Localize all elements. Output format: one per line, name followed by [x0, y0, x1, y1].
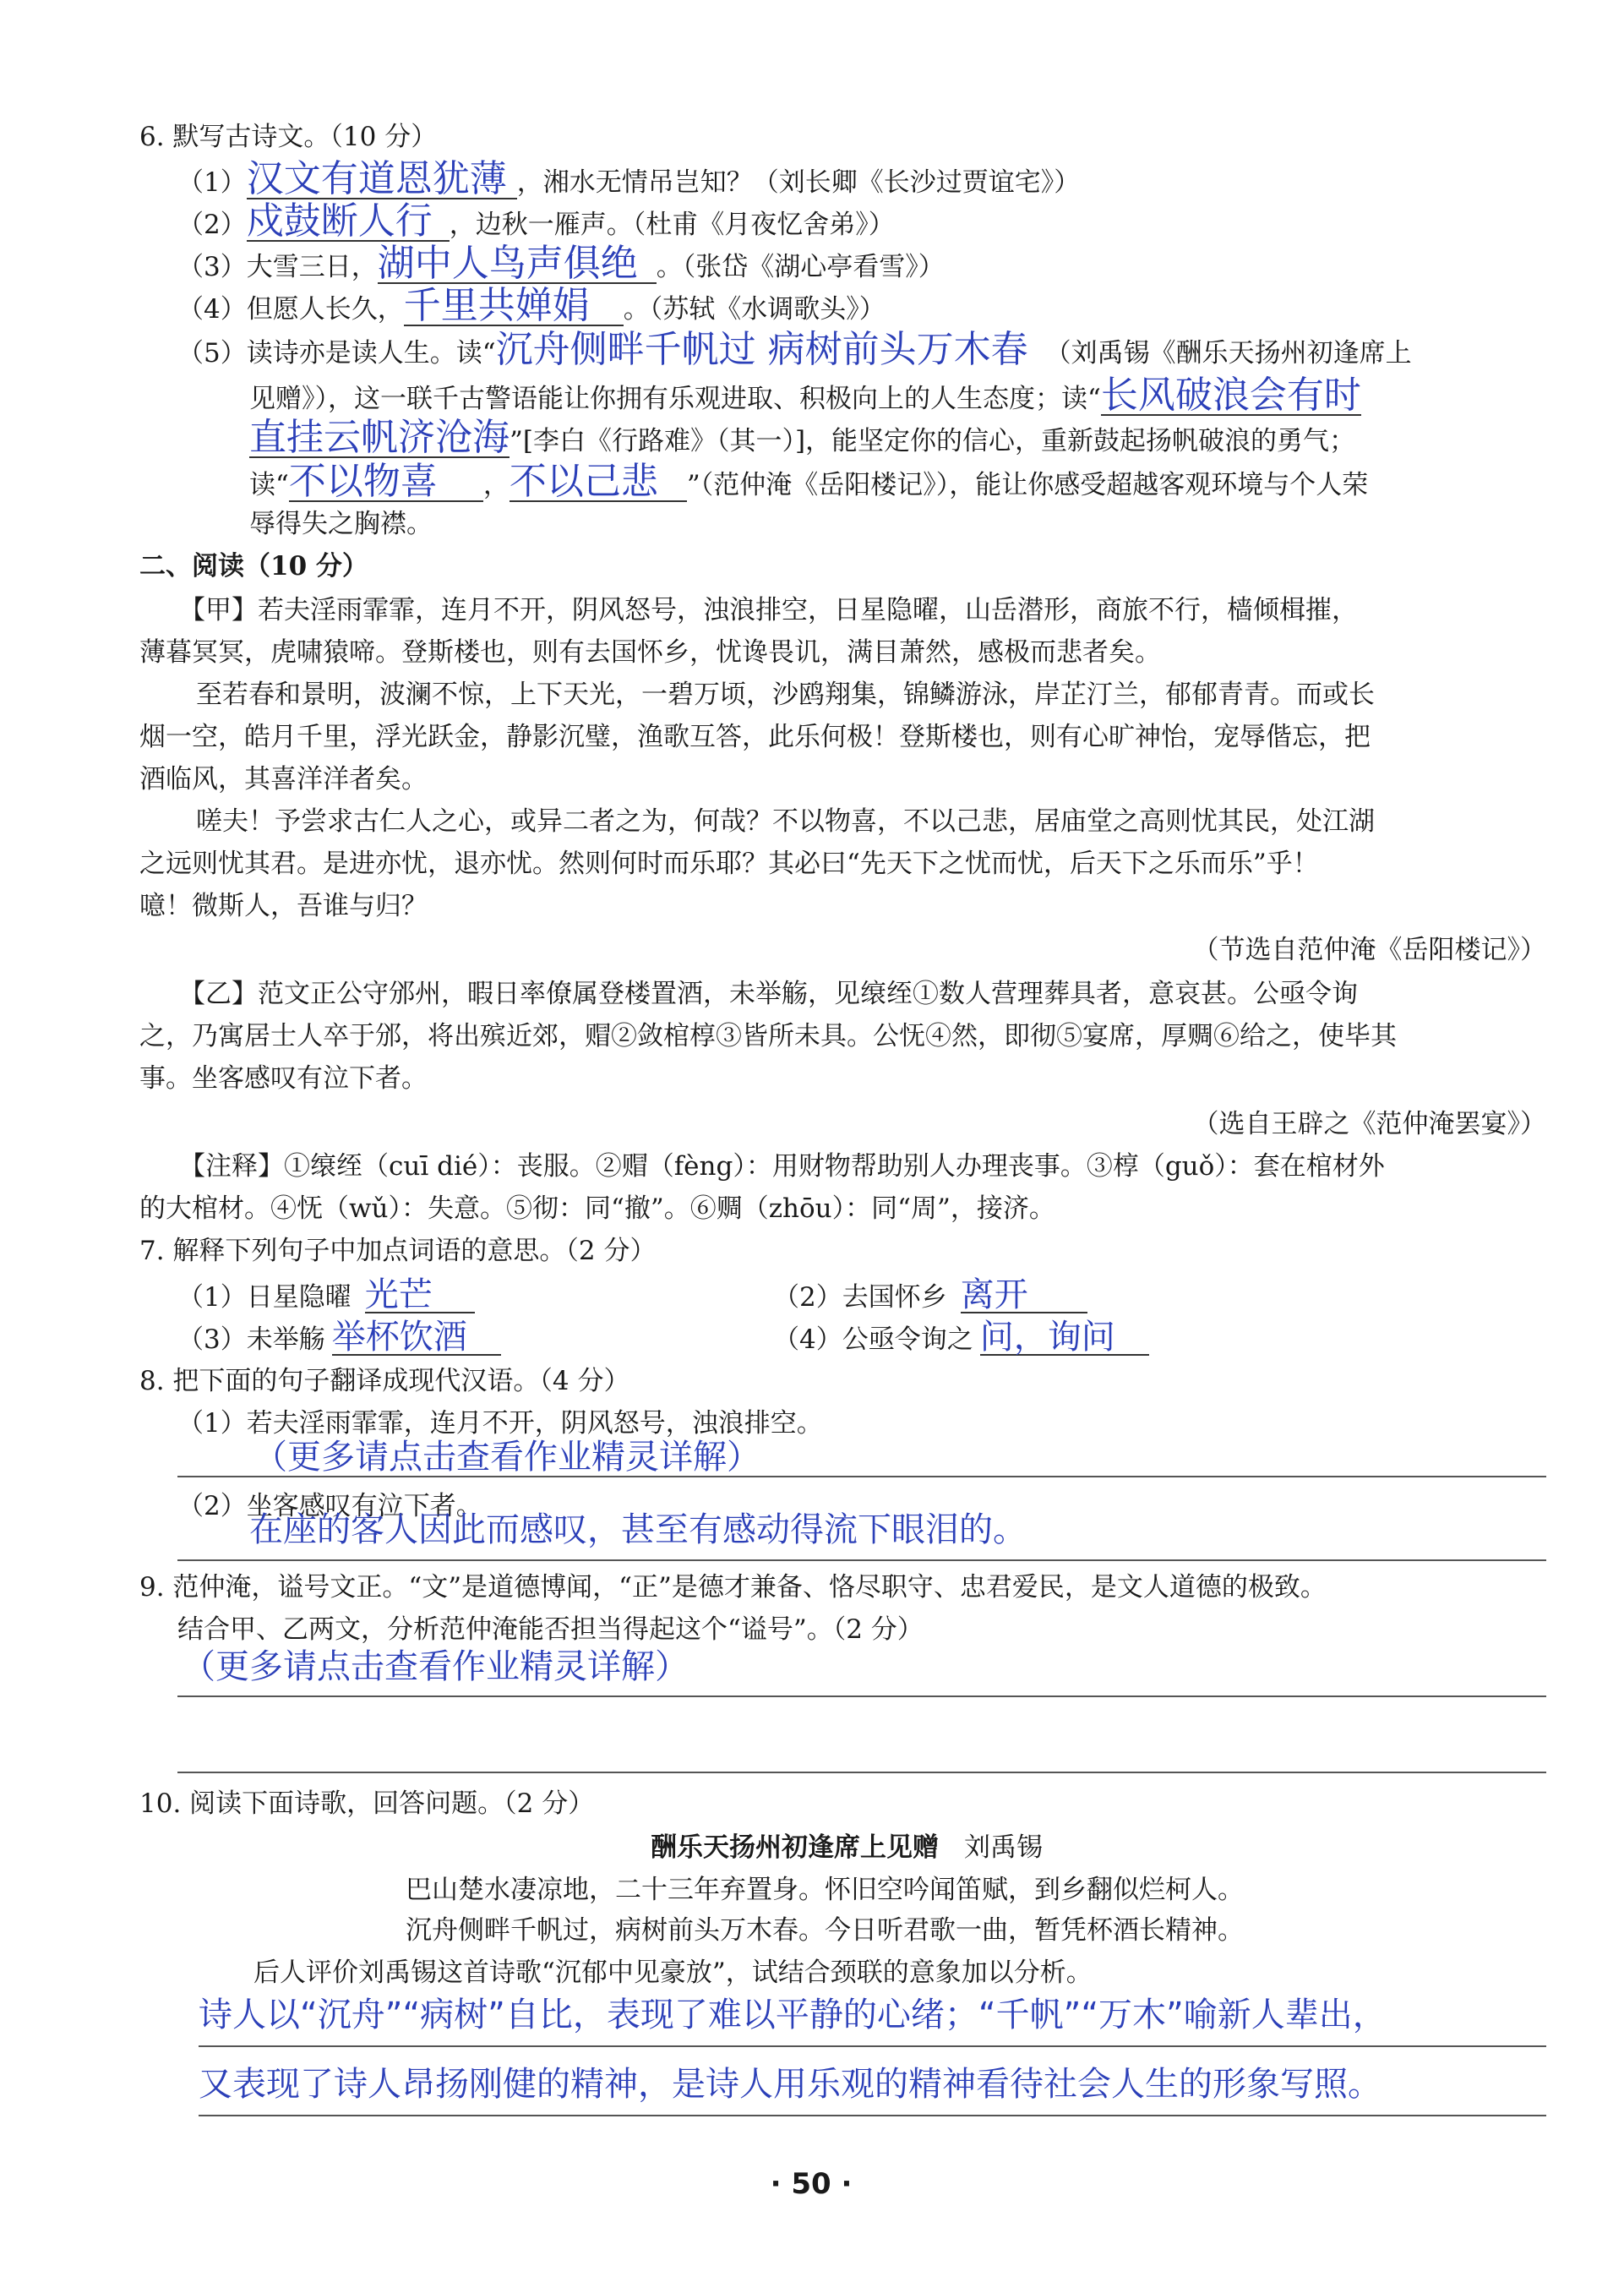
q6-line-4: （4）但愿人长久，千里共婵娟 。（苏轼《水调歌头》） [177, 284, 886, 327]
q6-answer-4: 千里共婵娟 [404, 287, 624, 326]
passage-a-source: （节选自范仲淹《岳阳楼记》） [1192, 935, 1546, 965]
q6-answer-1: 汉文有道恩犹薄 [247, 161, 517, 199]
q7-item-2: （2）去国怀乡 离开 [773, 1278, 1087, 1314]
passage-b-notes: 【注释】①缞绖（cuī dié）：丧服。②赗（fèng）：用财物帮助别人办理丧事。③椁（guǒ）：套在棺材外 [179, 1151, 1385, 1182]
answer-line [177, 1695, 1546, 1697]
section-title-reading: 二、阅读（10 分） [139, 551, 368, 582]
passage-b-line: 【乙】范文正公守邠州，暇日率僚属登楼置酒，未举觞，见缞绖①数人营理葬具者，意哀甚。公亟令询 [179, 979, 1358, 1009]
q6-line-9: 辱得失之胸襟。 [249, 509, 433, 539]
poem-heading [651, 1831, 1043, 1865]
page-number: · 50 · [770, 2167, 853, 2201]
passage-a-line: 之远则忧其君。是进亦忧，退亦忧。然则何时而乐耶？其必曰“先天下之忧而忧，后天下之乐而乐”乎！ [139, 849, 1319, 879]
passage-a-line: 【甲】若夫淫雨霏霏，连月不开，阴风怒号，浊浪排空，日星隐曜，山岳潜形，商旅不行，樯倾楫摧， [179, 595, 1358, 625]
poem-line-1: 巴山楚水凄凉地，二十三年弃置身。怀旧空吟闻笛赋，到乡翻似烂柯人。 [406, 1875, 1244, 1905]
passage-a-line: 至若春和景明，波澜不惊，上下天光，一碧万顷，沙鸥翔集，锦鳞游泳，岸芷汀兰，郁郁青青。而或长 [196, 680, 1375, 710]
answer-line [177, 1772, 1546, 1773]
q7-answer-2: 离开 [961, 1278, 1087, 1313]
passage-a-line: 酒临风，其喜洋洋者矣。 [139, 764, 428, 794]
q6-line-3: （3）大雪三日，湖中人鸟声俱绝 。（张岱《湖心亭看雪》） [177, 242, 945, 285]
q8-answer-2: 在座的客人因此而感叹，甚至有感动得流下眼泪的。 [249, 1510, 1027, 1549]
passage-a-line: 嗟夫！予尝求古仁人之心，或异二者之为，何哉？不以物喜，不以己悲，居庙堂之高则忧其民，处江湖 [196, 806, 1375, 837]
q7-answer-1: 光芒 [365, 1278, 475, 1313]
q6-line-5: （5）读诗亦是读人生。读“沉舟侧畔千帆过 病树前头万木春 （刘禹锡《酬乐天扬州初逢席上 [177, 328, 1412, 371]
q10-title: 10. 阅读下面诗歌，回答问题。（2 分） [139, 1788, 595, 1819]
q10-answer-line-2: 又表现了诗人昂扬刚健的精神，是诗人用乐观的精神看待社会人生的形象写照。 [199, 2065, 1381, 2104]
q7-answer-4: 问，询问 [980, 1320, 1149, 1356]
q6-answer-7: 直挂云帆济沧海 [249, 416, 510, 459]
q10-question: 后人评价刘禹锡这首诗歌“沉郁中见豪放”，试结合颈联的意象加以分析。 [253, 1958, 1093, 1988]
answer-line [177, 1559, 1546, 1561]
q10-answer-line-1: 诗人以“沉舟”“病树”自比，表现了难以平静的心绪；“千帆”“万木”喻新人辈出， [199, 1996, 1387, 2034]
q6-line-7: 直挂云帆济沧海”[李白《行路难》（其一）]，能坚定你的信心，重新鼓起扬帆破浪的勇气； [249, 416, 1356, 459]
q7-title: 7. 解释下列句子中加点词语的意思。（2 分） [139, 1236, 657, 1266]
q7-item-4: （4）公亟令询之 问，询问 [773, 1320, 1149, 1357]
q8-answer-1: （更多请点击查看作业精灵详解） [253, 1438, 760, 1477]
q6-title: 6. 默写古诗文。（10 分） [139, 122, 438, 152]
passage-a-line: 烟一空，皓月千里，浮光跃金，静影沉璧，渔歌互答，此乐何极！登斯楼也，则有心旷神怡，宠辱偕忘，把 [139, 722, 1371, 752]
q6-line-1: （1）汉文有道恩犹薄 ，湘水无情吊岂知？（刘长卿《长沙过贾谊宅》） [177, 157, 1081, 200]
q6-answer-8b: 不以己悲 [510, 463, 687, 502]
poem-title: 酬乐天扬州初逢席上见赠 [651, 1832, 939, 1863]
passage-b-line: 事。坐客感叹有泣下者。 [139, 1063, 428, 1094]
answer-line [177, 1476, 1546, 1477]
q6-answer-8a: 不以物喜 [289, 463, 483, 502]
q6-line-8: 读“不以物喜 ，不以己悲 ”（范仲淹《岳阳楼记》），能让你感受超越客观环境与个人荣 [249, 460, 1369, 503]
q9-line-1: 9. 范仲淹，谥号文正。“文”是道德博闻，“正”是德才兼备、恪尽职守、忠君爱民，是文人道德的极致。 [139, 1572, 1327, 1603]
passage-a-line: 薄暮冥冥，虎啸猿啼。登斯楼也，则有去国怀乡，忧谗畏讥，满目萧然，感极而悲者矣。 [139, 637, 1161, 668]
q6-answer-2: 戍鼓断人行 [247, 203, 450, 242]
q8-title: 8. 把下面的句子翻译成现代汉语。（4 分） [139, 1366, 630, 1396]
passage-b-line: 之，乃寓居士人卒于邠，将出殡近郊，赗②敛棺椁③皆所未具。公怃④然，即彻⑤宴席，厚赒⑥给之，使毕其 [139, 1021, 1397, 1051]
passage-a-line: 噫！微斯人，吾谁与归？ [139, 891, 428, 921]
q6-answer-5b: 病树前头万木春 [767, 328, 1028, 371]
q6-answer-6: 长风破浪会有时 [1100, 374, 1361, 417]
poem-line-2: 沉舟侧畔千帆过，病树前头万木春。今日听君歌一曲，暂凭杯酒长精神。 [406, 1915, 1244, 1946]
passage-b-notes: 的大棺材。④怃（wǔ）：失意。⑤彻：同“撤”。⑥赒（zhōu）：同“周”，接济。 [139, 1193, 1055, 1224]
q6-answer-5a: 沉舟侧畔千帆过 [495, 328, 756, 371]
q9-answer: （更多请点击查看作业精灵详解） [182, 1647, 689, 1686]
answer-line [199, 2115, 1546, 2116]
q7-item-1: （1）日星隐曜 光芒 [177, 1278, 475, 1314]
q6-line-2: （2）戍鼓断人行 ，边秋一雁声。（杜甫《月夜忆舍弟》） [177, 199, 895, 243]
q8-sentence-2: （2）坐客感叹有泣下者。 [177, 1491, 482, 1521]
passage-b-source: （选自王辟之《范仲淹罢宴》） [1192, 1109, 1546, 1139]
poem-author: 刘禹锡 [964, 1832, 1043, 1863]
q9-line-2: 结合甲、乙两文，分析范仲淹能否担当得起这个“谥号”。（2 分） [177, 1614, 924, 1645]
q7-item-3: （3）未举觞 举杯饮酒 [177, 1320, 501, 1357]
q6-line-6: 见赠》），这一联千古警语能让你拥有乐观进取、积极向上的人生态度；读“长风破浪会有时 [249, 374, 1361, 417]
q8-sentence-1: （1）若夫淫雨霏霏，连月不开，阴风怒号，浊浪排空。 [177, 1408, 823, 1439]
q7-answer-3: 举杯饮酒 [332, 1320, 501, 1356]
q6-answer-3: 湖中人鸟声俱绝 [378, 245, 657, 284]
answer-line [199, 2045, 1546, 2047]
